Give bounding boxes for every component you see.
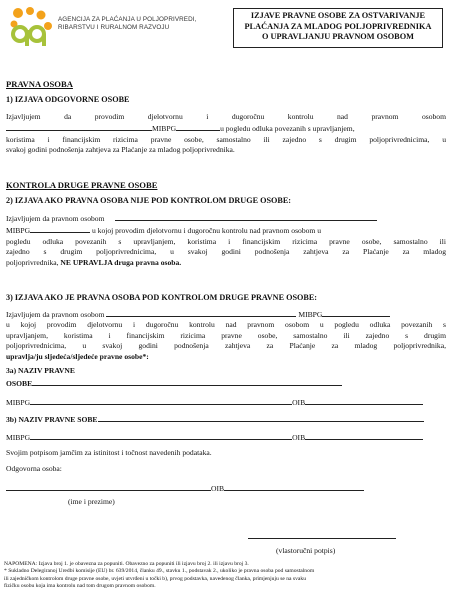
izjava-2-line-4: zajedno s drugim poljoprivrednicima, u svakoj godini podnošenja zahtjeva za Plaćanje za mladog <box>6 247 446 257</box>
mibpg-label: MIBPG <box>152 124 177 134</box>
izjava-3-line-1-text: Izjavljujem da pravnom osobom <box>6 310 105 319</box>
row-3a-name <box>6 377 446 389</box>
company-name-field-2[interactable] <box>115 212 377 221</box>
row-3a-ids <box>6 396 446 408</box>
note-2: * Sukladno Delegiranoj Uredbi komisije (EU) br. 639/2014, članku 49., stavku 1., podstavak 2., ukoliko je pravna osoba pod samostalnom <box>4 568 315 575</box>
company-name-field[interactable] <box>6 122 152 131</box>
izjava-1-line-2-text: u pogledu odluka povezanih s upravljanjem, <box>220 124 355 134</box>
title-line-3: O UPRAVLJANJU PRAVNOM OSOBOM <box>261 32 415 41</box>
note-4: fizičku osobu koja ima kontrolu nad tom drugom pravnom osobom. <box>4 582 156 589</box>
signature-line[interactable] <box>248 538 396 539</box>
heading-izjava-1: 1) IZJAVA ODGOVORNE OSOBE <box>6 95 130 104</box>
section-title-pravna-osoba: PRAVNA OSOBA <box>6 79 73 89</box>
company-name-field-3[interactable] <box>106 308 296 317</box>
note-1: NAPOMENA: Izjava broj 1. je obavezna za popuniti. Obavezno za popuniti ili izjavu broj 2. ili izjavu broj 3. <box>4 561 249 567</box>
logo-line-1: AGENCIJA ZA PLAĆANJA U POLJOPRIVREDI, <box>58 16 197 23</box>
izjava-3-line-3: upravljanjem, koristima i financijskim rizicima pravne osobe, samostalno ili zajedno s drugim <box>6 330 446 340</box>
mibpg-field-2[interactable] <box>30 224 90 233</box>
label-3b: 3b) NAZIV PRAVNE SOBE <box>6 415 98 424</box>
name-caption: (ime i prezime) <box>68 497 115 506</box>
izjava-1-line-2 <box>6 122 446 134</box>
naziv-3a-field[interactable] <box>32 377 342 386</box>
oib-label-3a: OIB <box>292 398 306 407</box>
izjava-1-line-4: svakoj godini podnošenja zahtjeva za Plaćanje za mladog poljoprivrednika. <box>6 145 235 155</box>
izjava-1-line-3: koristima i financijskim rizicima pravne osobe, samostalno ili zajedno s drugim poljoprivrednicima, u <box>6 134 446 144</box>
title-line-1: IZJAVE PRAVNE OSOBE ZA OSTVARIVANJE <box>250 11 426 20</box>
izjava-3-text <box>6 308 446 362</box>
izjava-2-line-5-text: poljoprivrednika, <box>6 257 59 267</box>
mibpg-label-2: MIBPG <box>6 226 31 236</box>
note-3: ili zajedničkom kontrolom druge pravne osobe, uvjeti utvrđeni u točki b), prvog podstavka, navedenog članka, primjenjuju se na svaku <box>4 575 306 582</box>
izjava-2-line-2 <box>6 224 446 236</box>
heading-izjava-3: 3) IZJAVA AKO JE PRAVNA OSOBA POD KONTROLOM DRUGE PRAVNE OSOBE: <box>6 293 318 302</box>
row-3b-ids <box>6 431 446 443</box>
ne-upravlja-text: NE UPRAVLJA druga pravna osoba. <box>60 257 182 267</box>
responsible-label: Odgovorna osoba: <box>6 464 62 473</box>
izjava-1-text <box>6 112 446 156</box>
izjava-3-line-4: poljoprivrednicima, u svakoj godini podnošenja zahtjeva za Plaćanje za mladog poljoprivrednika, <box>6 341 446 351</box>
label-3a-line-2: OSOBE <box>6 379 33 388</box>
mibpg-label-3b: MIBPG <box>6 433 31 442</box>
izjava-2-line-5 <box>6 258 446 268</box>
oib-3b-field[interactable] <box>305 431 423 440</box>
title-line-2: PLAĆANJA ZA MLADOG POLJOPRIVREDNIKA <box>244 21 432 31</box>
responsible-name-field[interactable] <box>6 482 211 491</box>
row-responsible <box>6 482 446 494</box>
heading-izjava-2: 2) IZJAVA AKO PRAVNA OSOBA NIJE POD KONTROLOM DRUGE OSOBE: <box>6 196 292 205</box>
izjava-3-line-1 <box>6 308 446 320</box>
label-3a-line-1: 3a) NAZIV PRAVNE <box>6 366 75 375</box>
mibpg-label-3: MIBPG <box>298 310 323 319</box>
izjava-2-line-1 <box>6 212 446 224</box>
oib-label-responsible: OIB <box>211 484 225 493</box>
agency-logo-icon <box>4 4 58 50</box>
row-3b-name <box>6 413 446 425</box>
izjava-2-line-1-text: Izjavljujem da pravnom osobom <box>6 214 105 223</box>
signature-caption: (vlastoručni potpis) <box>276 546 336 555</box>
agency-logo <box>4 4 200 50</box>
mibpg-field[interactable] <box>176 122 220 131</box>
izjava-2-text <box>6 212 446 268</box>
oib-label-3b: OIB <box>292 433 306 442</box>
izjava-1-line-1: Izjavljujem da provodim djelotvornu i dugoročnu kontrolu nad pravnom osobom <box>6 112 446 121</box>
izjava-2-line-2-text: u kojoj provodim djelotvornu i dugoročnu kontrolu nad pravnom osobom u <box>91 226 322 236</box>
document-title-box <box>233 8 443 48</box>
mibpg-field-3[interactable] <box>322 308 390 317</box>
responsible-oib-field[interactable] <box>224 482 364 491</box>
confirm-text: Svojim potpisom jamčim za istinitost i točnost navedenih podataka. <box>6 448 212 457</box>
izjava-3-line-2: u kojoj provodim djelotvornu i dugoročnu kontrolu nad pravnom osobom u pogledu odluka povezanih s <box>6 320 446 330</box>
logo-line-2: RIBARSTVU I RURALNOM RAZVOJU <box>58 24 170 31</box>
section-title-kontrola: KONTROLA DRUGE PRAVNE OSOBE <box>6 180 158 190</box>
mibpg-label-3a: MIBPG <box>6 398 31 407</box>
naziv-3b-field[interactable] <box>98 413 424 422</box>
oib-3a-field[interactable] <box>305 396 423 405</box>
mibpg-3a-field[interactable] <box>30 396 292 405</box>
izjava-3-line-5: upravlja/ju sljedeća/sljedeće pravne osobe*: <box>6 351 149 361</box>
izjava-2-line-3: pogledu odluka povezanih s upravljanjem, koristima i financijskim rizicima pravne osobe, samostalno ili <box>6 236 446 246</box>
notes <box>4 561 450 590</box>
mibpg-3b-field[interactable] <box>30 431 292 440</box>
